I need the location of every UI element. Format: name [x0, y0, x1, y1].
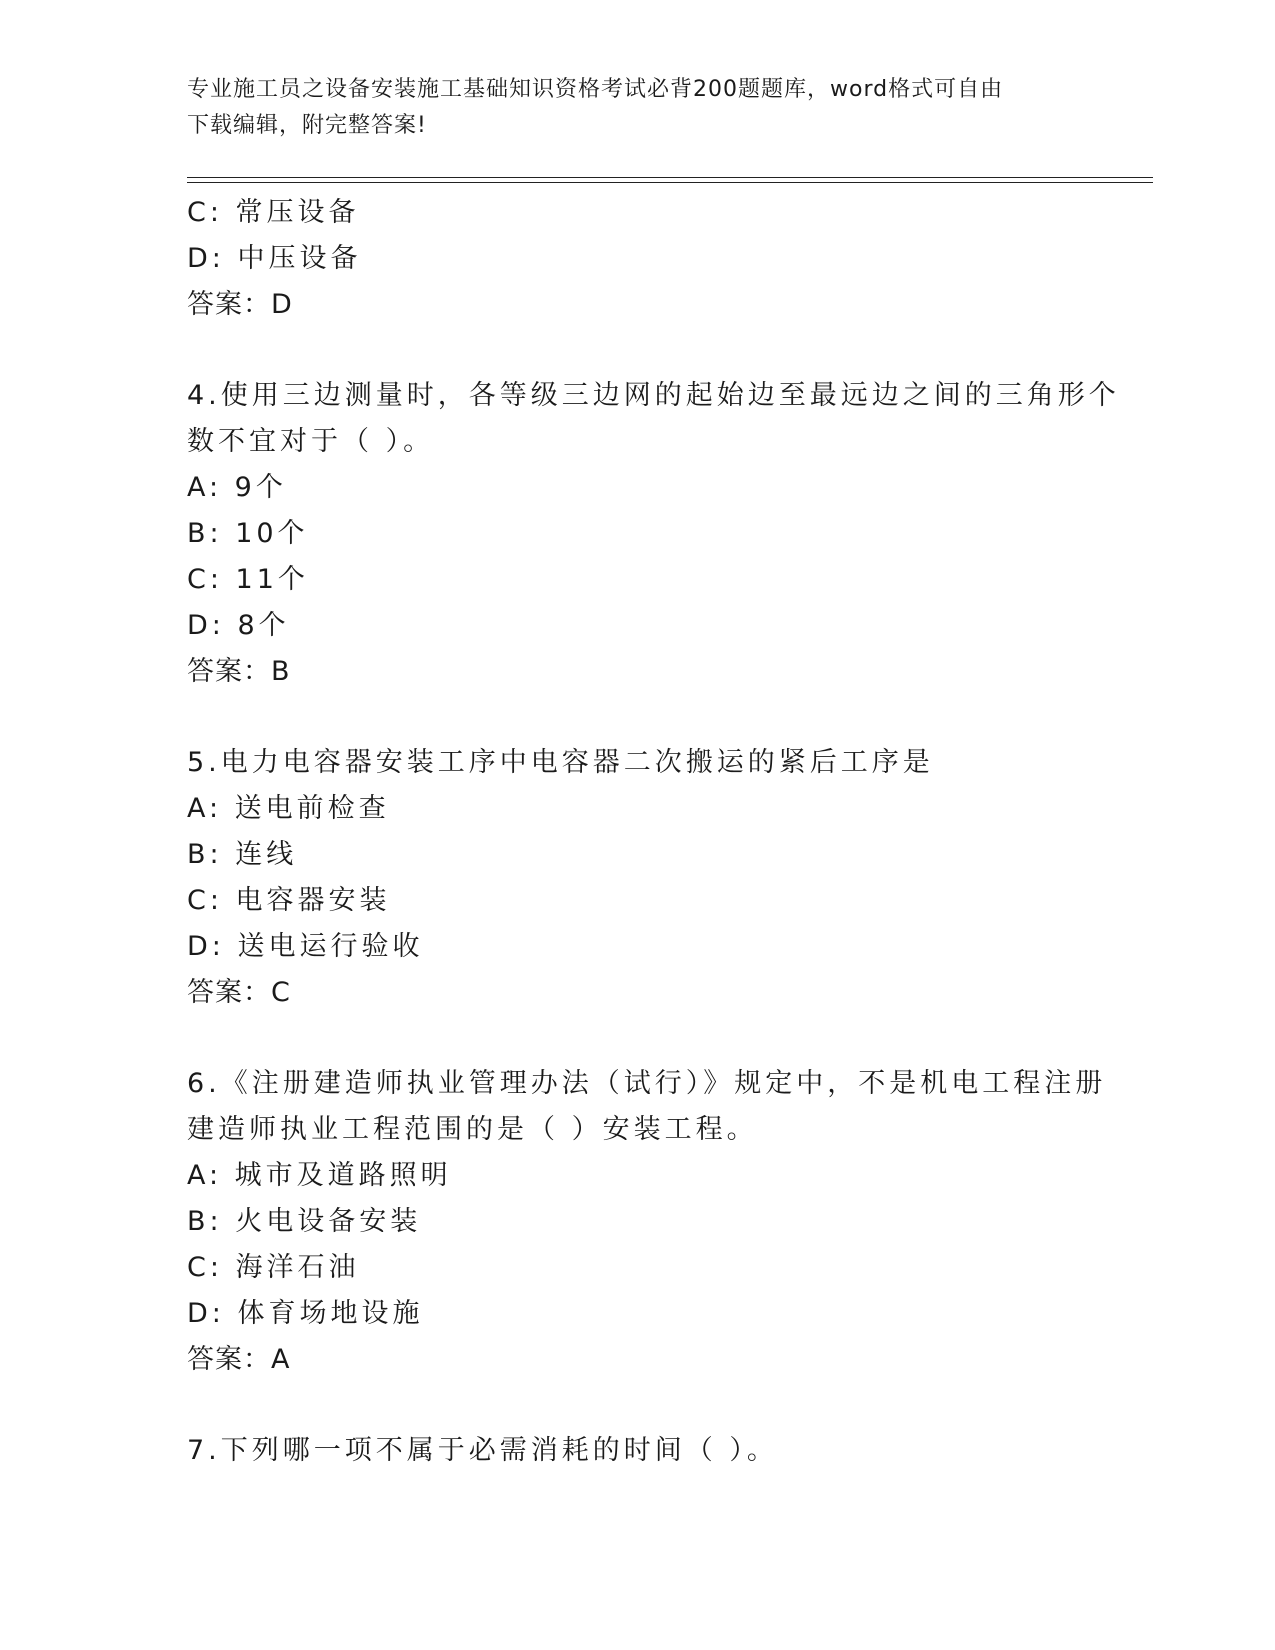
option-a: A: 9个 — [187, 472, 287, 503]
option-b: B: 连线 — [187, 839, 298, 870]
question-stem-continued: 数不宜对于（ ）。 — [187, 426, 435, 457]
option-c: C: 常压设备 — [187, 197, 360, 228]
question-7 — [187, 1428, 1087, 1474]
question-6 — [187, 1061, 1107, 1383]
option-a: A: 城市及道路照明 — [187, 1160, 452, 1191]
question-5 — [187, 740, 1087, 1016]
option-c: C: 电容器安装 — [187, 885, 391, 916]
question-stem: 4.使用三边测量时，各等级三边网的起始边至最远边之间的三角形个 — [187, 380, 1120, 411]
answer-label: 答案：D — [187, 289, 293, 320]
answer-label: 答案：C — [187, 977, 291, 1008]
question-stem: 6.《注册建造师执业管理办法（试行）》规定中，不是机电工程注册 — [187, 1068, 1107, 1099]
header-title-line-1: 专业施工员之设备安装施工基础知识资格考试必背200题题库，word格式可自由 — [187, 77, 1004, 102]
question-list — [187, 190, 1120, 1474]
answer-label: 答案：A — [187, 1344, 291, 1375]
spacer — [187, 328, 1087, 373]
question-stem: 5.电力电容器安装工序中电容器二次搬运的紧后工序是 — [187, 747, 934, 778]
option-c: C: 海洋石油 — [187, 1252, 360, 1283]
option-d: D: 体育场地设施 — [187, 1298, 424, 1329]
question-4 — [187, 373, 1120, 695]
option-a: A: 送电前检查 — [187, 793, 390, 824]
header-divider-top — [187, 177, 1153, 178]
spacer — [187, 1383, 1087, 1428]
spacer — [187, 695, 1087, 740]
option-b: B: 10个 — [187, 518, 309, 549]
option-d: D: 8个 — [187, 610, 290, 641]
header-divider-bottom — [187, 182, 1153, 183]
document-header — [187, 72, 1067, 144]
option-b: B: 火电设备安装 — [187, 1206, 422, 1237]
question-stem: 7.下列哪一项不属于必需消耗的时间（ ）。 — [187, 1435, 778, 1466]
question-stem-continued: 建造师执业工程范围的是（ ）安装工程。 — [187, 1114, 758, 1145]
option-c: C: 11个 — [187, 564, 309, 595]
option-d: D: 送电运行验收 — [187, 931, 424, 962]
header-title-line-2: 下载编辑，附完整答案! — [187, 113, 427, 138]
spacer — [187, 1016, 1087, 1061]
option-d: D: 中压设备 — [187, 243, 362, 274]
answer-label: 答案：B — [187, 656, 291, 687]
question-3-tail — [187, 190, 1087, 328]
